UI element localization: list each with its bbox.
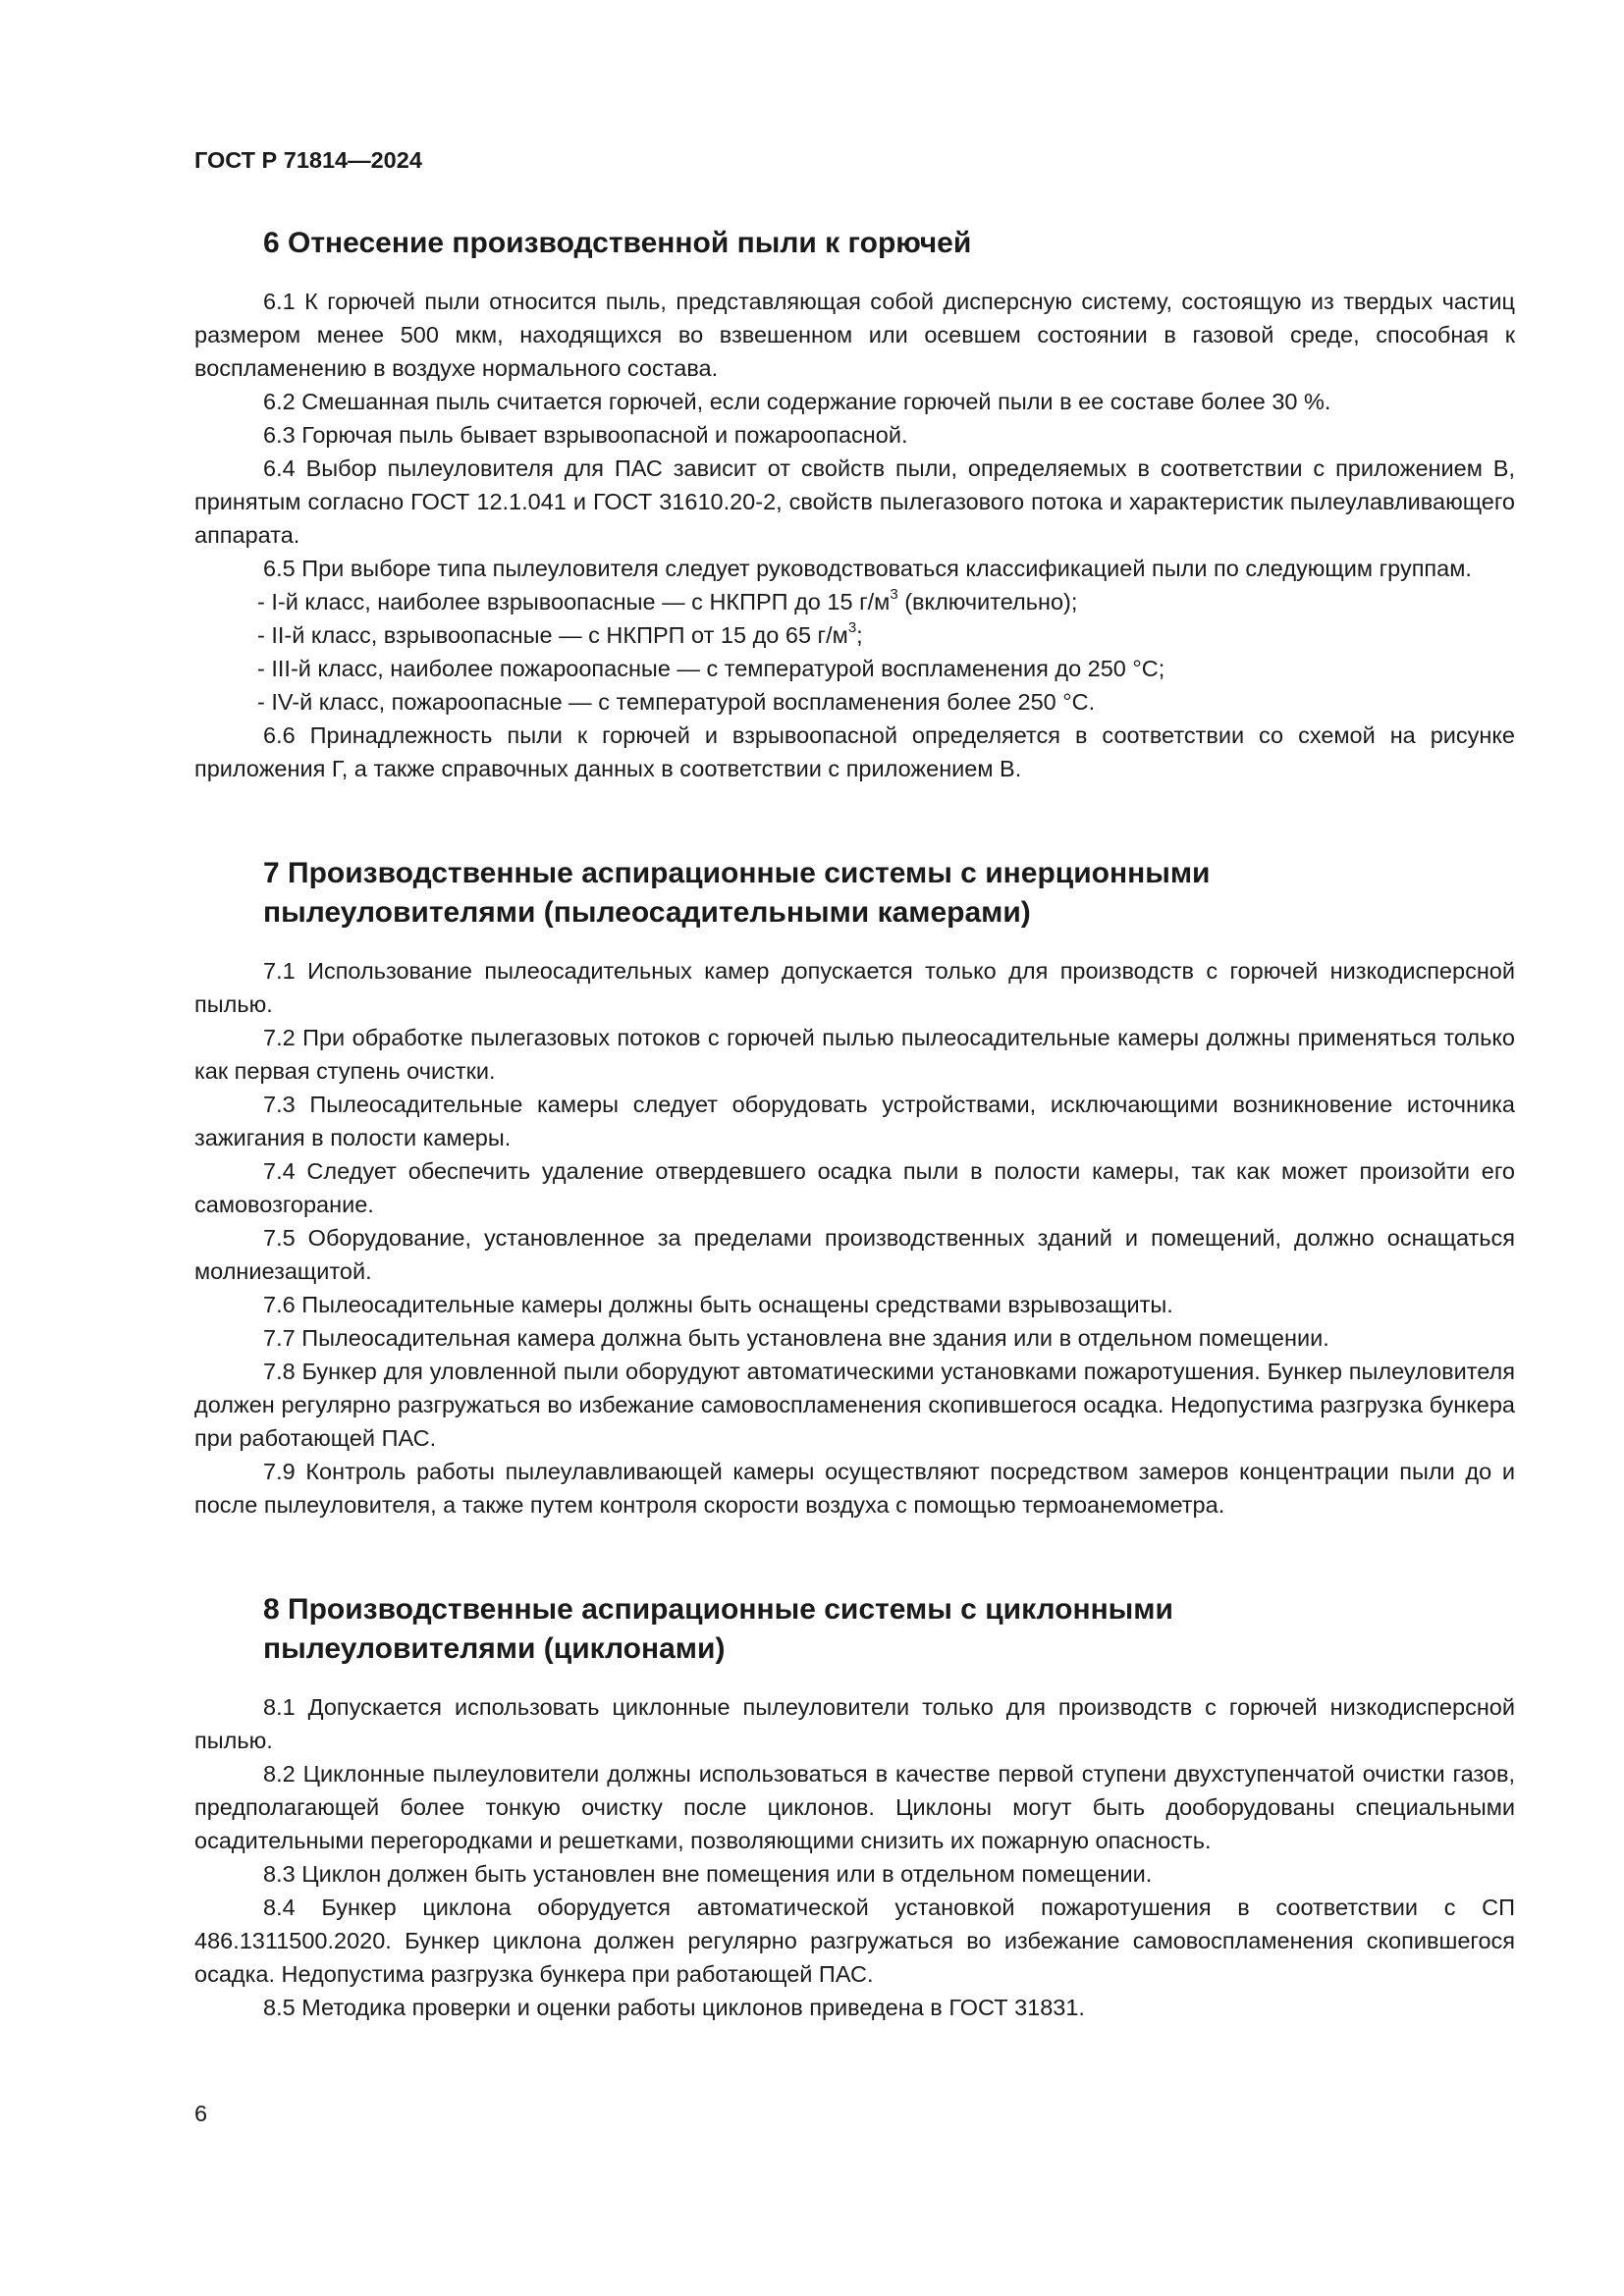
paragraph-7-4: 7.4 Следует обеспечить удаление отвердевшего осадка пыли в полости камеры, так как может произойти его самовозгорание. [194, 1158, 1515, 1217]
paragraph-7-1: 7.1 Использование пылеосадительных камер допускается только для производств с горючей низкодисперсной пылью. [194, 958, 1515, 1017]
section-8 [194, 1590, 1515, 2024]
paragraph-7-9: 7.9 Контроль работы пылеулавливающей камеры осуществляют посредством замеров концентрации пыли до и после пылеуловителя, а также путем контроля скорости воздуха с помощью термоанемометра. [194, 1459, 1515, 1518]
paragraph-8-1: 8.1 Допускается использовать циклонные пылеуловители только для производств с горючей низкодисперсной пылью. [194, 1694, 1515, 1753]
section-6-title: 6 Отнесение производственной пыли к горючей [263, 227, 972, 259]
list-item-class-1: - I-й класс, наиболее взрывоопасные — с НКПРП до 15 $г/м^3$ (включительно); [257, 586, 1078, 614]
paragraph-8-3: 8.3 Циклон должен быть установлен вне помещения или в отдельном помещении. [263, 1861, 1153, 1887]
paragraph-7-5: 7.5 Оборудование, установленное за пределами производственных зданий и помещений, должно оснащаться молниезащитой. [194, 1225, 1515, 1284]
list-item-class-2: - II-й класс, взрывоопасные — с НКПРП от 15 до 65 $г/м^3$; [257, 619, 863, 648]
section-8-title: 8 Производственные аспирационные системы с циклонными пылеуловителями (циклонами) [263, 1593, 1173, 1665]
paragraph-6-5: 6.5 При выборе типа пылеуловителя следует руководствоваться классификацией пыли по следующим группам. [263, 556, 1472, 581]
paragraph-6-2: 6.2 Смешанная пыль считается горючей, если содержание горючей пыли в ее составе более 30 %. [263, 389, 1331, 414]
document-header: ГОСТ Р 71814—2024 [194, 147, 422, 173]
paragraph-8-5: 8.5 Методика проверки и оценки работы циклонов приведена в ГОСТ 31831. [263, 1995, 1085, 2020]
paragraph-8-2: 8.2 Циклонные пылеуловители должны использоваться в качестве первой ступени двухступенчатой очистки газов, предполагающей более тонкую очистку после циклонов. Циклоны могут быть дооборудованы специальными осадительными перегородками и решетками, позволяющими снизить их пожарную опасность. [194, 1761, 1515, 1853]
paragraph-7-7: 7.7 Пылеосадительная камера должна быть установлена вне здания или в отдельном помещении. [263, 1325, 1329, 1351]
paragraph-7-3: 7.3 Пылеосадительные камеры следует оборудовать устройствами, исключающими возникновение источника зажигания в полости камеры. [194, 1092, 1515, 1150]
list-item-class-3: - III-й класс, наиболее пожароопасные — с температурой воспламенения до 250 °С; [257, 656, 1165, 681]
section-7-title: 7 Производственные аспирационные системы с инерционными пылеуловителями (пылеосадительными камерами) [263, 857, 1211, 929]
section-7 [194, 854, 1515, 1522]
list-item-class-4: - IV-й класс, пожароопасные — с температурой воспламенения более 250 °С. [257, 689, 1096, 715]
section-6 [194, 224, 1515, 785]
paragraph-7-6: 7.6 Пылеосадительные камеры должны быть оснащены средствами взрывозащиты. [263, 1292, 1173, 1317]
paragraph-7-8: 7.8 Бункер для уловленной пыли оборудуют автоматическими установками пожаротушения. Бункер пылеуловителя должен регулярно разгружаться во избежание самовоспламенения скопившегося осадка. Недопустима разгрузка бункера при работающей ПАС. [194, 1359, 1515, 1451]
page-number: 6 [194, 2101, 208, 2126]
paragraph-6-1: 6.1 К горючей пыли относится пыль, представляющая собой дисперсную систему, состоящую из твердых частиц размером менее 500 мкм, находящихся во взвешенном или осевшем состоянии в газовой среде, способная к воспламенению в воздухе нормального состава. [194, 289, 1515, 381]
paragraph-8-4: 8.4 Бункер циклона оборудуется автоматической установкой пожаротушения в соответствии с СП 486.1311500.2020. Бункер циклона должен регулярно разгружаться во избежание самовоспламенения скопившегося осадка. Недопустима разгрузка бункера при работающей ПАС. [194, 1895, 1515, 1987]
paragraph-6-3: 6.3 Горючая пыль бывает взрывоопасной и пожароопасной. [263, 422, 908, 448]
paragraph-6-4: 6.4 Выбор пылеуловителя для ПАС зависит от свойств пыли, определяемых в соответствии с приложением В, принятым согласно ГОСТ 12.1.041 и ГОСТ 31610.20-2, свойств пылегазового потока и характеристик пылеулавливающего аппарата. [194, 455, 1515, 548]
paragraph-7-2: 7.2 При обработке пылегазовых потоков с горючей пылью пылеосадительные камеры должны применяться только как первая ступень очистки. [194, 1025, 1515, 1084]
paragraph-6-6: 6.6 Принадлежность пыли к горючей и взрывоопасной определяется в соответствии со схемой на рисунке приложения Г, а также справочных данных в соответствии с приложением В. [194, 722, 1515, 781]
